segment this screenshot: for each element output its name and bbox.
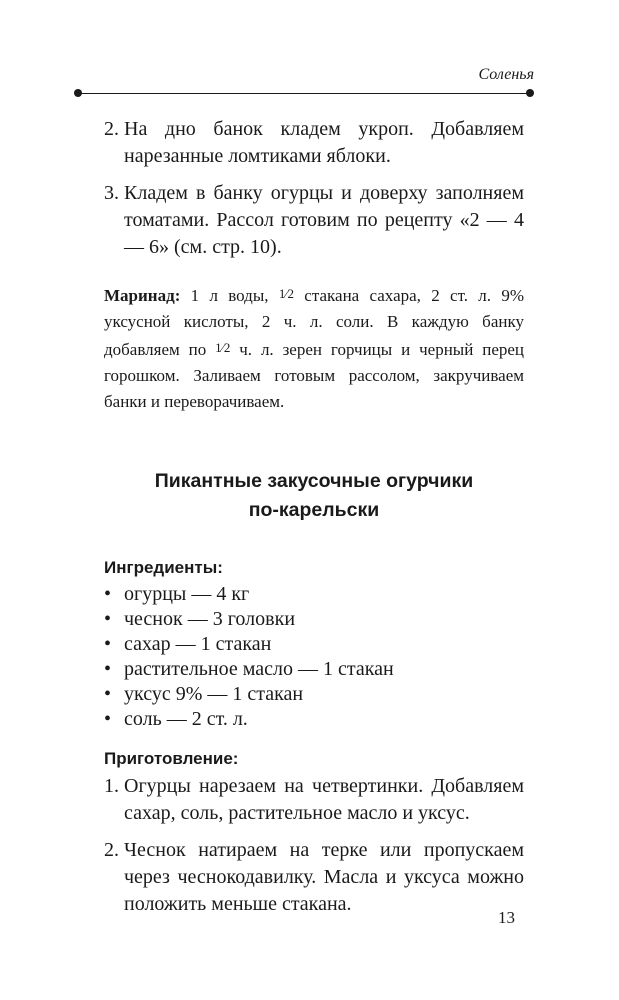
previous-recipe-steps [104, 116, 524, 261]
running-head: Соленья [478, 66, 534, 83]
bullet: • [104, 658, 112, 680]
ingredient-item [104, 707, 524, 732]
preparation-heading: Приготовление: [104, 749, 239, 768]
header-rule-dot-left [74, 89, 82, 97]
ingredients-list [104, 582, 524, 732]
step-item [104, 180, 524, 261]
ingredient-text: сахар — 1 стакан [124, 633, 272, 655]
header-rule [78, 93, 530, 94]
step-number: 1. [104, 775, 119, 797]
marinade-text-part: стакана сахара, 2 ст. л. 9% уксусной кислоты, 2 ч. л. соли. В каждую банку добавляем по [104, 286, 524, 359]
ingredient-text: уксус 9% — 1 стакан [124, 683, 304, 705]
fraction-half: 1⁄2 [215, 340, 231, 355]
recipe-title [104, 467, 524, 525]
ingredient-text: соль — 2 ст. л. [124, 708, 248, 730]
step-text: На дно банок кладем укроп. Добавляем нарезанные ломтиками яблоки. [124, 118, 524, 167]
ingredient-text: огурцы — 4 кг [124, 583, 250, 605]
header-rule-dot-right [526, 89, 534, 97]
ingredient-item [104, 682, 524, 707]
fraction-half: 1⁄2 [278, 286, 294, 301]
ingredient-item [104, 657, 524, 682]
marinade-text-part: ч. л. зерен горчицы и черный перец горошком. Заливаем готовым рассолом, закручиваем банки и переворачиваем. [104, 340, 525, 411]
step-number: 2. [104, 118, 119, 140]
recipe-title-line: Пикантные закусочные огурчики [154, 470, 474, 492]
step-item [104, 116, 524, 170]
step-text: Огурцы нарезаем на четвертинки. Добавляем сахар, соль, растительное масло и уксус. [124, 775, 524, 824]
step-item [104, 773, 524, 827]
ingredient-text: чеснок — 3 головки [124, 608, 296, 630]
recipe-title-line: по-карельски [248, 499, 380, 521]
bullet: • [104, 583, 112, 605]
marinade-label: Маринад: [104, 286, 181, 305]
step-number: 3. [104, 182, 119, 204]
page-content [104, 116, 524, 918]
step-item [104, 837, 524, 918]
preparation-steps [104, 773, 524, 918]
bullet: • [104, 708, 112, 730]
step-text: Кладем в банку огурцы и доверху заполняем томатами. Рассол готовим по рецепту «2 — 4 — 6» (см. стр. 10). [124, 182, 524, 258]
bullet: • [104, 608, 112, 630]
page-number: 13 [498, 908, 515, 927]
ingredients-heading: Ингредиенты: [104, 558, 223, 577]
step-text: Чеснок натираем на терке или пропускаем через чеснокодавилку. Масла и уксуса можно положить меньше стакана. [124, 839, 524, 915]
marinade-paragraph [104, 281, 524, 415]
ingredient-item [104, 582, 524, 607]
ingredient-item [104, 632, 524, 657]
step-number: 2. [104, 839, 119, 861]
bullet: • [104, 633, 112, 655]
bullet: • [104, 683, 112, 705]
marinade-text-part: 1 л воды, [180, 286, 279, 305]
ingredient-text: растительное масло — 1 стакан [124, 658, 394, 680]
ingredient-item [104, 607, 524, 632]
